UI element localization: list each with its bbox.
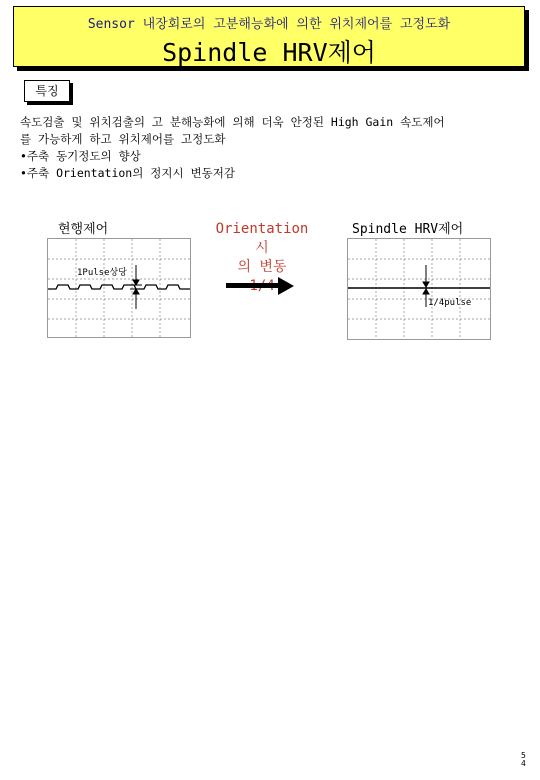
current-control-waveform	[47, 238, 191, 338]
left-figure-label: 현행제어	[58, 222, 109, 237]
header-subtitle: Sensor 내장회로의 고분해능화에 의한 위치제어를 고정도화	[87, 17, 451, 32]
body-line-2: 를 가능하게 하고 위치제어를 고정도화	[20, 132, 226, 146]
bullet-2: •주축 Orientation의 정지시 변동저감	[20, 166, 235, 180]
middle-line-2: 의 변동	[237, 259, 287, 275]
page-number-top: 5	[521, 751, 526, 760]
section-tag: 특징	[24, 80, 70, 102]
bullet-1: •주축 동기정도의 향상	[20, 149, 141, 163]
page-number-bottom: 4	[521, 759, 526, 768]
body-line-1: 속도검출 및 위치검출의 고 분해능화에 의해 더욱 안정된 High Gain 속도제어	[20, 115, 445, 129]
right-annotation: 1/4pulse	[428, 298, 472, 308]
page-title: Spindle HRV제어	[162, 38, 376, 67]
left-annotation: 1Pulse상당	[77, 268, 127, 278]
right-arrow-icon	[226, 276, 294, 296]
page-number	[521, 752, 526, 768]
body-text	[20, 114, 530, 182]
hrv-control-waveform	[347, 238, 491, 340]
title-banner	[13, 6, 525, 67]
middle-line-1: Orientation시	[215, 221, 309, 256]
right-figure-label: Spindle HRV제어	[352, 222, 464, 237]
